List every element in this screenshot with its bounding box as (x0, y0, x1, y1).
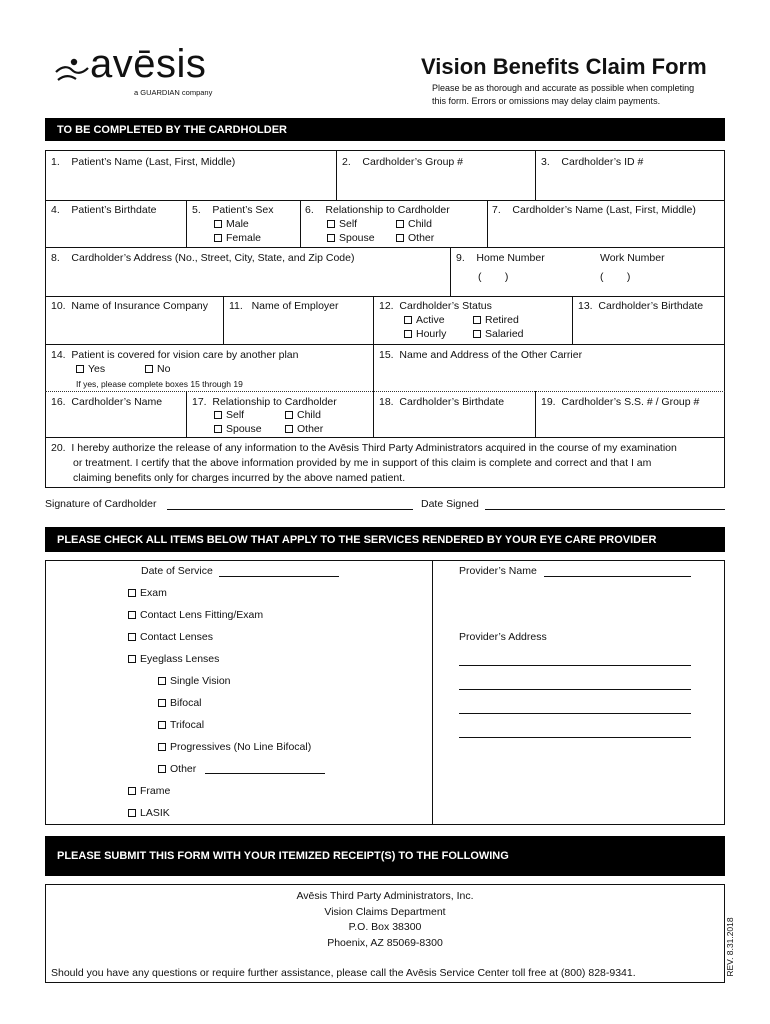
field-relationship: 6. Relationship to Cardholder (305, 204, 450, 216)
checkbox-retired[interactable]: Retired (473, 313, 519, 327)
checkbox-icon[interactable] (158, 677, 166, 685)
providers-name-field[interactable] (544, 576, 691, 577)
checkbox-yes[interactable]: Yes (76, 362, 105, 376)
checkbox-icon[interactable] (158, 721, 166, 729)
checkbox-other[interactable]: Other (396, 231, 434, 245)
work-area-code[interactable]: ( ) (600, 271, 631, 283)
other-plan-note: If yes, please complete boxes 15 through 19 (76, 379, 243, 389)
checkbox-trifocal[interactable]: Trifocal (158, 718, 204, 732)
address-line-2: Vision Claims Department (324, 906, 446, 918)
checkbox-icon[interactable] (128, 655, 136, 663)
checkbox-icon[interactable] (128, 809, 136, 817)
signature-field[interactable] (167, 509, 413, 510)
checkbox-icon[interactable] (285, 425, 293, 433)
field-cardholder-id[interactable]: 3. Cardholder’s ID # (541, 156, 644, 168)
checkbox-other-child[interactable]: Child (285, 408, 321, 422)
checkbox-spouse[interactable]: Spouse (327, 231, 375, 245)
checkbox-icon[interactable] (128, 633, 136, 641)
checkbox-eyeglass-lenses[interactable]: Eyeglass Lenses (128, 652, 219, 666)
checkbox-icon[interactable] (128, 611, 136, 619)
field-home-number[interactable]: 9. Home Number (456, 252, 545, 264)
field-cardholder-name[interactable]: 7. Cardholder’s Name (Last, First, Middle) (492, 204, 696, 216)
subtitle-line-2: this form. Errors or omissions may delay claim payments. (432, 96, 661, 106)
checkbox-male[interactable]: Male (214, 217, 249, 231)
field-other-cardholder-name[interactable]: 16. Cardholder’s Name (51, 396, 163, 408)
logo-tagline: a GUARDIAN company (134, 88, 213, 97)
other-lens-field[interactable] (205, 773, 325, 774)
checkbox-frame[interactable]: Frame (128, 784, 170, 798)
field-cardholder-status: 12. Cardholder’s Status (379, 300, 492, 312)
checkbox-icon[interactable] (76, 365, 84, 373)
checkbox-lasik[interactable]: LASIK (128, 806, 170, 820)
checkbox-icon[interactable] (285, 411, 293, 419)
field-other-relationship: 17. Relationship to Cardholder (192, 396, 337, 408)
providers-address-label: Provider’s Address (459, 631, 547, 643)
field-other-carrier[interactable]: 15. Name and Address of the Other Carrier (379, 349, 583, 361)
date-of-service-field[interactable] (219, 576, 339, 577)
checkbox-icon[interactable] (158, 743, 166, 751)
checkbox-icon[interactable] (396, 220, 404, 228)
checkbox-other-lens[interactable]: Other (158, 762, 196, 776)
checkbox-icon[interactable] (214, 411, 222, 419)
checkbox-icon[interactable] (396, 234, 404, 242)
field-group-number[interactable]: 2. Cardholder’s Group # (342, 156, 464, 168)
service-center-note: Should you have any questions or require further assistance, please call the Avēsis Service Center toll free at (800) 828-9341. (51, 967, 636, 979)
field-patient-sex: 5. Patient’s Sex (192, 204, 274, 216)
checkbox-salaried[interactable]: Salaried (473, 327, 524, 341)
section-bar-cardholder: TO BE COMPLETED BY THE CARDHOLDER (45, 118, 725, 141)
signature-label: Signature of Cardholder (45, 498, 157, 510)
field-work-number[interactable]: Work Number (600, 252, 665, 264)
checkbox-other-other[interactable]: Other (285, 422, 323, 436)
page-title: Vision Benefits Claim Form (421, 54, 707, 79)
checkbox-icon[interactable] (404, 330, 412, 338)
subtitle-line-1: Please be as thorough and accurate as possible when completing (432, 83, 695, 93)
field-patient-birthdate[interactable]: 4. Patient’s Birthdate (51, 204, 157, 216)
authorization-line-3: claiming benefits only for charges incurred by the above named patient. (73, 472, 406, 484)
checkbox-icon[interactable] (128, 589, 136, 597)
field-employer[interactable]: 11. Name of Employer (229, 300, 339, 312)
providers-address-line-1[interactable] (459, 665, 691, 666)
section-bar-services: PLEASE CHECK ALL ITEMS BELOW THAT APPLY TO THE SERVICES RENDERED BY YOUR EYE CARE PROVIDER (45, 527, 725, 552)
checkbox-no[interactable]: No (145, 362, 170, 376)
date-signed-field[interactable] (485, 509, 725, 510)
checkbox-other-self[interactable]: Self (214, 408, 244, 422)
checkbox-female[interactable]: Female (214, 231, 261, 245)
checkbox-contact-lenses[interactable]: Contact Lenses (128, 630, 213, 644)
date-of-service-label: Date of Service (141, 565, 213, 577)
revision-label: REV. 8.31.2018 (725, 917, 735, 977)
providers-address-line-4[interactable] (459, 737, 691, 738)
checkbox-exam[interactable]: Exam (128, 586, 167, 600)
authorization-line-2: or treatment. I certify that the above information provided by me in support of this claim is complete and correct and that I am (73, 457, 652, 469)
checkbox-icon[interactable] (214, 234, 222, 242)
address-line-1: Avēsis Third Party Administrators, Inc. (296, 890, 474, 902)
checkbox-icon[interactable] (214, 220, 222, 228)
field-patient-name[interactable]: 1. Patient’s Name (Last, First, Middle) (51, 156, 236, 168)
field-cardholder-address[interactable]: 8. Cardholder’s Address (No., Street, City, State, and Zip Code) (51, 252, 355, 264)
checkbox-icon[interactable] (158, 699, 166, 707)
field-other-birthdate[interactable]: 18. Cardholder’s Birthdate (379, 396, 505, 408)
checkbox-icon[interactable] (327, 220, 335, 228)
checkbox-icon[interactable] (404, 316, 412, 324)
field-ss-group[interactable]: 19. Cardholder’s S.S. # / Group # (541, 396, 700, 408)
checkbox-progressives[interactable]: Progressives (No Line Bifocal) (158, 740, 311, 754)
checkbox-self[interactable]: Self (327, 217, 357, 231)
checkbox-bifocal[interactable]: Bifocal (158, 696, 202, 710)
checkbox-icon[interactable] (473, 316, 481, 324)
checkbox-icon[interactable] (327, 234, 335, 242)
providers-name-label: Provider’s Name (459, 565, 537, 577)
date-signed-label: Date Signed (421, 498, 479, 510)
checkbox-child[interactable]: Child (396, 217, 432, 231)
field-other-plan: 14. Patient is covered for vision care by another plan (51, 349, 299, 361)
checkbox-other-spouse[interactable]: Spouse (214, 422, 262, 436)
field-insurance-company[interactable]: 10. Name of Insurance Company (51, 300, 208, 312)
section-bar-submit: PLEASE SUBMIT THIS FORM WITH YOUR ITEMIZED RECEIPT(S) TO THE FOLLOWING (45, 836, 725, 876)
providers-address-line-3[interactable] (459, 713, 691, 714)
address-line-4: Phoenix, AZ 85069-8300 (327, 937, 443, 949)
authorization-line-1: 20. I hereby authorize the release of any information to the Avēsis Third Party Administrators acquired in the course of my examination (51, 442, 677, 454)
runner-logo-icon (54, 58, 90, 84)
logo-wordmark: avēsis (90, 42, 207, 86)
checkbox-icon[interactable] (473, 330, 481, 338)
checkbox-active[interactable]: Active (404, 313, 445, 327)
checkbox-icon[interactable] (128, 787, 136, 795)
home-area-code[interactable]: ( ) (478, 271, 509, 283)
providers-address-line-2[interactable] (459, 689, 691, 690)
checkbox-hourly[interactable]: Hourly (404, 327, 446, 341)
company-logo (54, 42, 224, 100)
checkbox-icon[interactable] (158, 765, 166, 773)
checkbox-contact-fitting[interactable]: Contact Lens Fitting/Exam (128, 608, 263, 622)
field-cardholder-birthdate[interactable]: 13. Cardholder’s Birthdate (578, 300, 704, 312)
checkbox-single-vision[interactable]: Single Vision (158, 674, 231, 688)
checkbox-icon[interactable] (214, 425, 222, 433)
checkbox-icon[interactable] (145, 365, 153, 373)
address-line-3: P.O. Box 38300 (348, 921, 422, 933)
